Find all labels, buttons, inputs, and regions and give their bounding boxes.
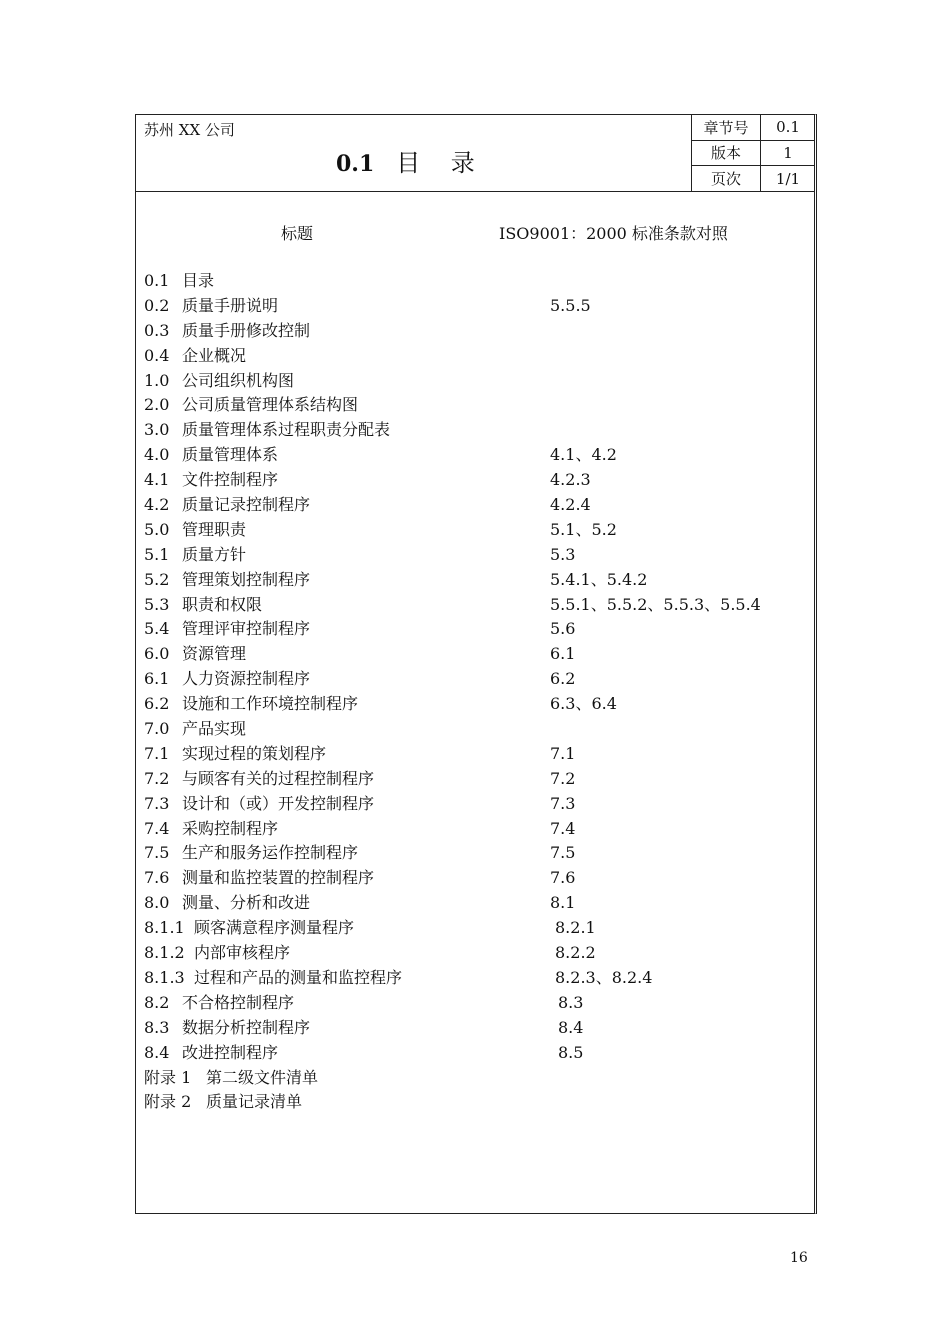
entry-title: 质量手册说明 — [182, 295, 279, 315]
toc-entry — [144, 418, 804, 443]
entry-number: 8.4 — [144, 1042, 170, 1062]
entry-number: 4.1 — [144, 470, 170, 490]
entry-number: 8.0 — [144, 893, 170, 913]
entry-clause: 4.2.4 — [550, 495, 591, 515]
toc-entry — [144, 593, 804, 618]
column-header-clause: ISO9001：2000 标准条款对照 — [499, 224, 728, 243]
entry-number: 6.1 — [144, 669, 170, 689]
page-number: 16 — [790, 1250, 808, 1266]
entry-clause: 8.2.1 — [555, 918, 596, 938]
entry-title: 公司组织机构图 — [182, 370, 295, 390]
entry-title: 职责和权限 — [182, 594, 263, 614]
entry-title: 资源管理 — [182, 644, 247, 664]
toc-entry — [144, 1066, 804, 1091]
entry-clause: 7.4 — [550, 818, 576, 838]
toc-entry — [144, 767, 804, 792]
meta-value: 1/1 — [761, 166, 816, 191]
entry-title: 测量和监控装置的控制程序 — [182, 868, 375, 888]
entry-number: 8.2 — [144, 992, 170, 1012]
entry-title: 改进控制程序 — [182, 1042, 279, 1062]
toc-entry — [144, 916, 804, 941]
entry-clause: 7.3 — [550, 793, 576, 813]
toc-entry — [144, 717, 804, 742]
entry-title: 质量记录控制程序 — [182, 495, 311, 515]
toc-entry — [144, 269, 804, 294]
entry-title: 数据分析控制程序 — [182, 1017, 311, 1037]
entry-clause: 4.2.3 — [550, 470, 591, 490]
toc-entry — [144, 841, 804, 866]
toc-entry — [144, 294, 804, 319]
entry-number: 5.2 — [144, 569, 170, 589]
entry-clause: 5.3 — [550, 544, 576, 564]
title-number: 0.1 — [336, 151, 375, 177]
toc-entry — [144, 642, 804, 667]
entry-clause: 5.1、5.2 — [550, 519, 617, 539]
toc-entry — [144, 667, 804, 692]
toc-entry — [144, 817, 804, 842]
toc-list — [144, 269, 804, 1115]
entry-clause: 8.1 — [550, 893, 576, 913]
entry-title: 公司质量管理体系结构图 — [182, 395, 359, 415]
entry-number: 0.1 — [144, 271, 170, 290]
entry-title: 不合格控制程序 — [182, 992, 295, 1012]
entry-title: 管理职责 — [182, 519, 247, 539]
entry-clause: 5.6 — [550, 619, 576, 639]
toc-entry — [144, 991, 804, 1016]
entry-number: 2.0 — [144, 395, 170, 415]
entry-clause: 6.3、6.4 — [550, 694, 617, 714]
entry-title: 顾客满意程序测量程序 — [194, 918, 355, 938]
entry-number: 5.0 — [144, 519, 170, 539]
entry-title: 目录 — [182, 271, 215, 290]
entry-number: 4.0 — [144, 445, 170, 465]
entry-clause: 6.2 — [550, 669, 576, 689]
toc-entry — [144, 866, 804, 891]
entry-title: 质量管理体系 — [182, 445, 279, 465]
toc-entry — [144, 468, 804, 493]
entry-number: 7.0 — [144, 719, 170, 739]
entry-title: 与顾客有关的过程控制程序 — [182, 768, 375, 788]
entry-clause: 8.2.3、8.2.4 — [555, 967, 653, 987]
entry-title: 管理策划控制程序 — [182, 569, 311, 589]
meta-label: 页次 — [692, 166, 761, 191]
title-text: 目 录 — [396, 149, 475, 177]
entry-title: 人力资源控制程序 — [182, 669, 311, 689]
entry-clause: 5.4.1、5.4.2 — [550, 569, 648, 589]
entry-number: 7.4 — [144, 818, 170, 838]
entry-number: 附录 1 — [144, 1067, 192, 1087]
toc-entry — [144, 344, 804, 369]
entry-title: 企业概况 — [182, 345, 247, 365]
entry-number: 0.3 — [144, 320, 170, 340]
entry-title: 产品实现 — [182, 719, 247, 739]
toc-entry — [144, 692, 804, 717]
meta-value: 1 — [761, 140, 816, 166]
entry-title: 质量手册修改控制 — [182, 320, 311, 340]
entry-number: 8.1.3 — [144, 967, 185, 987]
entry-number: 6.0 — [144, 644, 170, 664]
entry-clause: 7.6 — [550, 868, 576, 888]
toc-entry — [144, 369, 804, 394]
entry-number: 8.1.1 — [144, 918, 185, 938]
entry-number: 3.0 — [144, 420, 170, 440]
entry-title: 第二级文件清单 — [206, 1067, 319, 1087]
entry-number: 8.3 — [144, 1017, 170, 1037]
entry-title: 质量方针 — [182, 544, 247, 564]
document-meta-table — [691, 115, 815, 191]
entry-clause: 8.3 — [558, 992, 584, 1012]
entry-number: 1.0 — [144, 370, 170, 390]
entry-title: 采购控制程序 — [182, 818, 279, 838]
entry-title: 管理评审控制程序 — [182, 619, 311, 639]
entry-number: 6.2 — [144, 694, 170, 714]
entry-title: 设施和工作环境控制程序 — [182, 694, 359, 714]
entry-number: 0.2 — [144, 295, 170, 315]
entry-number: 4.2 — [144, 495, 170, 515]
document-header — [136, 115, 814, 192]
entry-number: 5.1 — [144, 544, 170, 564]
entry-clause: 8.2.2 — [555, 943, 596, 963]
entry-title: 文件控制程序 — [182, 470, 279, 490]
entry-title: 测量、分析和改进 — [182, 893, 311, 913]
toc-entry — [144, 966, 804, 991]
entry-clause: 7.5 — [550, 843, 576, 863]
page-title — [336, 143, 475, 178]
toc-entry — [144, 792, 804, 817]
toc-entry — [144, 1041, 804, 1066]
entry-number: 5.3 — [144, 594, 170, 614]
entry-clause: 8.5 — [558, 1042, 584, 1062]
entry-number: 7.2 — [144, 768, 170, 788]
meta-label: 章节号 — [692, 115, 761, 140]
toc-entry — [144, 891, 804, 916]
toc-entry — [144, 1090, 804, 1115]
entry-number: 7.1 — [144, 743, 170, 763]
entry-number: 7.3 — [144, 793, 170, 813]
entry-clause: 6.1 — [550, 644, 576, 664]
company-name: 苏州 XX 公司 — [144, 121, 235, 139]
entry-number: 7.5 — [144, 843, 170, 863]
toc-entry — [144, 493, 804, 518]
toc-entry — [144, 443, 804, 468]
toc-entry — [144, 393, 804, 418]
meta-row-chapter — [692, 115, 816, 140]
entry-number: 0.4 — [144, 345, 170, 365]
entry-number: 5.4 — [144, 619, 170, 639]
meta-value: 0.1 — [761, 115, 816, 140]
toc-entry — [144, 1016, 804, 1041]
document-frame — [135, 114, 817, 1214]
entry-title: 实现过程的策划程序 — [182, 743, 327, 763]
entry-clause: 7.1 — [550, 743, 576, 763]
entry-title: 内部审核程序 — [194, 943, 291, 963]
toc-entry — [144, 617, 804, 642]
entry-title: 生产和服务运作控制程序 — [182, 843, 359, 863]
entry-number: 8.1.2 — [144, 943, 185, 963]
entry-number: 7.6 — [144, 868, 170, 888]
entry-title: 质量记录清单 — [206, 1092, 303, 1112]
entry-clause: 7.2 — [550, 768, 576, 788]
toc-entry — [144, 742, 804, 767]
entry-title: 过程和产品的测量和监控程序 — [194, 967, 403, 987]
toc-entry — [144, 319, 804, 344]
meta-label: 版本 — [692, 140, 761, 166]
meta-row-version — [692, 140, 816, 166]
entry-title: 设计和（或）开发控制程序 — [182, 793, 375, 813]
column-header-title: 标题 — [281, 224, 314, 243]
entry-title: 质量管理体系过程职责分配表 — [182, 420, 391, 440]
toc-entry — [144, 543, 804, 568]
entry-clause: 4.1、4.2 — [550, 445, 617, 465]
meta-row-page — [692, 166, 816, 191]
toc-entry — [144, 941, 804, 966]
toc-entry — [144, 518, 804, 543]
toc-entry — [144, 568, 804, 593]
entry-clause: 5.5.5 — [550, 295, 591, 315]
entry-clause: 5.5.1、5.5.2、5.5.3、5.5.4 — [550, 594, 761, 614]
entry-clause: 8.4 — [558, 1017, 584, 1037]
entry-number: 附录 2 — [144, 1092, 192, 1112]
